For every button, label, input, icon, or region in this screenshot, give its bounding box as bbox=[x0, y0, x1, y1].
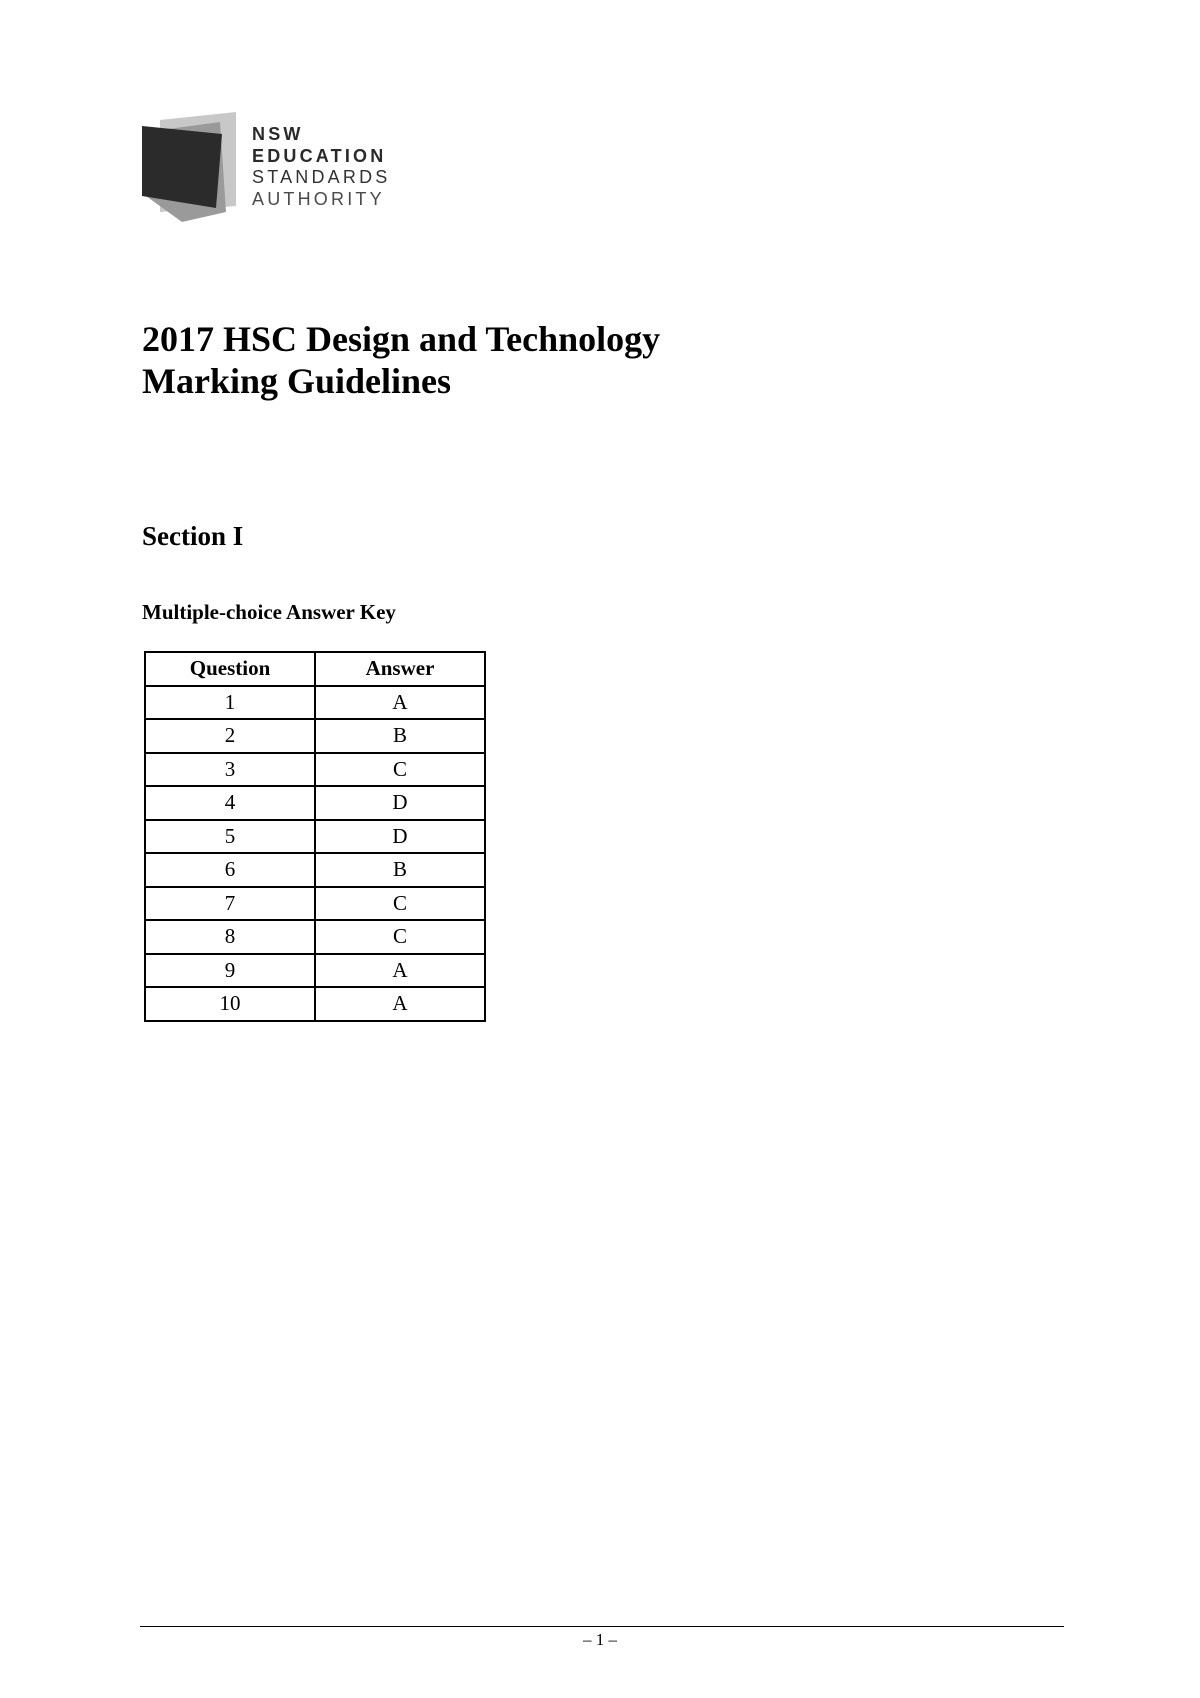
answer-cell: A bbox=[315, 954, 485, 988]
answer-key-table bbox=[144, 651, 486, 1022]
footer-divider bbox=[140, 1626, 1064, 1627]
table-row bbox=[145, 920, 485, 954]
logo-line-nsw: NSW bbox=[252, 124, 304, 144]
nsw-esa-logo-icon bbox=[142, 112, 242, 224]
question-cell: 5 bbox=[145, 820, 315, 854]
question-cell: 9 bbox=[145, 954, 315, 988]
table-row bbox=[145, 887, 485, 921]
question-cell: 10 bbox=[145, 987, 315, 1021]
page-number: – 1 – bbox=[583, 1630, 617, 1649]
question-cell: 6 bbox=[145, 853, 315, 887]
table-row bbox=[145, 853, 485, 887]
question-cell: 2 bbox=[145, 719, 315, 753]
nsw-esa-logo bbox=[142, 112, 402, 224]
document-title bbox=[142, 318, 660, 402]
title-line-2: Marking Guidelines bbox=[142, 361, 452, 401]
logo-wordmark bbox=[252, 124, 390, 210]
answer-cell: A bbox=[315, 987, 485, 1021]
question-cell: 3 bbox=[145, 753, 315, 787]
answer-cell: A bbox=[315, 686, 485, 720]
table-row bbox=[145, 954, 485, 988]
table-header-row bbox=[145, 652, 485, 686]
logo-line-education: EDUCATION bbox=[252, 145, 387, 166]
logo-line-standards: STANDARDS bbox=[252, 167, 391, 187]
question-cell: 8 bbox=[145, 920, 315, 954]
table-row bbox=[145, 820, 485, 854]
answer-cell: C bbox=[315, 887, 485, 921]
answer-cell: D bbox=[315, 786, 485, 820]
answer-cell: B bbox=[315, 719, 485, 753]
table-row bbox=[145, 719, 485, 753]
header-question: Question bbox=[145, 652, 315, 686]
section-heading: Section I bbox=[142, 521, 244, 551]
answer-cell: D bbox=[315, 820, 485, 854]
table-row bbox=[145, 786, 485, 820]
answer-key-caption: Multiple-choice Answer Key bbox=[142, 600, 396, 624]
title-line-1: 2017 HSC Design and Technology bbox=[142, 319, 661, 359]
answer-cell: B bbox=[315, 853, 485, 887]
table-row bbox=[145, 753, 485, 787]
answer-cell: C bbox=[315, 920, 485, 954]
table-row bbox=[145, 987, 485, 1021]
question-cell: 1 bbox=[145, 686, 315, 720]
question-cell: 4 bbox=[145, 786, 315, 820]
logo-line-authority: AUTHORITY bbox=[252, 188, 385, 209]
answer-cell: C bbox=[315, 753, 485, 787]
table-row bbox=[145, 686, 485, 720]
header-answer: Answer bbox=[315, 652, 485, 686]
question-cell: 7 bbox=[145, 887, 315, 921]
